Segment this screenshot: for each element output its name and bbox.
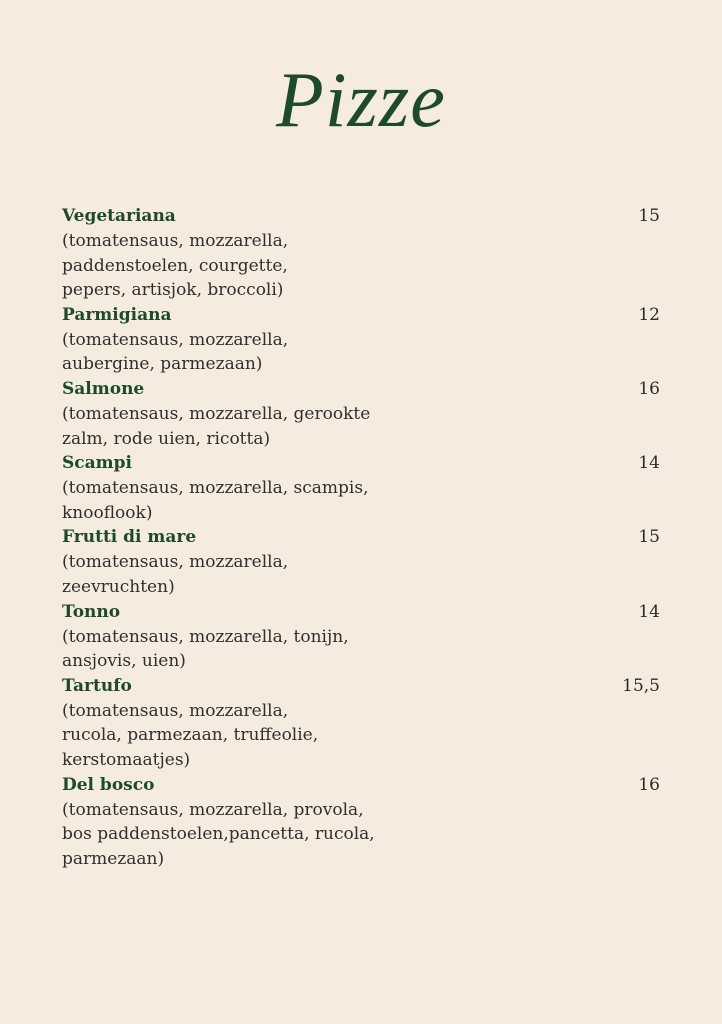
menu-item-name: Frutti di mare [62, 527, 197, 548]
menu-item-price: 12 [638, 304, 660, 325]
menu-item-price: 15,5 [622, 675, 660, 696]
menu-item-name: Tonno [62, 601, 121, 622]
menu-item-header [62, 773, 662, 798]
menu-item-name: Salmone [62, 378, 145, 399]
description-line: zalm, rode uien, ricotta) [62, 428, 271, 449]
description-line: zeevruchten) [62, 576, 175, 597]
description-line: (tomatensaus, mozzarella, [62, 329, 289, 350]
description-line: ansjovis, uien) [62, 651, 186, 672]
description-line: (tomatensaus, mozzarella, scampis, [62, 478, 369, 499]
menu-item-price: 16 [638, 774, 660, 795]
menu-item [62, 600, 662, 674]
menu-item-header [62, 204, 662, 229]
menu-item-name: Tartufo [62, 675, 132, 696]
description-line: (tomatensaus, mozzarella, [62, 700, 289, 721]
menu-item [62, 451, 662, 525]
menu-item-price: 16 [638, 378, 660, 399]
description-line: paddenstoelen, courgette, [62, 255, 288, 276]
menu-item-description [62, 625, 662, 674]
description-line: pepers, artisjok, broccoli) [62, 280, 284, 301]
menu-item-header [62, 525, 662, 550]
description-line: knooflook) [62, 502, 153, 523]
menu-item-description [62, 328, 662, 377]
menu-item [62, 204, 662, 303]
menu-item-description [62, 402, 662, 451]
menu-item-header [62, 600, 662, 625]
menu-list [62, 204, 662, 871]
description-line: kerstomaatjes) [62, 749, 191, 770]
page-title: Pizze [276, 56, 446, 143]
menu-item [62, 674, 662, 773]
description-line: rucola, parmezaan, truffeolie, [62, 725, 319, 746]
menu-item-description [62, 798, 662, 872]
description-line: (tomatensaus, mozzarella, gerookte [62, 403, 371, 424]
menu-item-name: Parmigiana [62, 304, 172, 325]
menu-item-header [62, 377, 662, 402]
menu-item-name: Vegetariana [62, 206, 176, 226]
description-line: (tomatensaus, mozzarella, tonijn, [62, 626, 349, 647]
menu-item-description [62, 699, 662, 773]
menu-item-price: 15 [638, 206, 660, 226]
menu-item [62, 525, 662, 599]
description-line: parmezaan) [62, 848, 165, 869]
menu-item-price: 14 [638, 453, 660, 474]
description-line: aubergine, parmezaan) [62, 354, 263, 375]
menu-item-description [62, 476, 662, 525]
description-line: (tomatensaus, mozzarella, provola, [62, 799, 364, 820]
menu-item-name: Del bosco [62, 774, 155, 795]
menu-item-header [62, 674, 662, 699]
menu-item-header [62, 451, 662, 476]
description-line: bos paddenstoelen,pancetta, rucola, [62, 824, 375, 845]
description-line: (tomatensaus, mozzarella, [62, 552, 289, 573]
description-line: (tomatensaus, mozzarella, [62, 231, 289, 251]
menu-item [62, 303, 662, 377]
menu-item-header [62, 303, 662, 328]
menu-item [62, 377, 662, 451]
menu-item-name: Scampi [62, 453, 132, 474]
menu-item-description [62, 550, 662, 599]
menu-item-price: 14 [638, 601, 660, 622]
menu-item [62, 773, 662, 872]
menu-item-price: 15 [638, 527, 660, 548]
menu-item-description [62, 229, 662, 303]
